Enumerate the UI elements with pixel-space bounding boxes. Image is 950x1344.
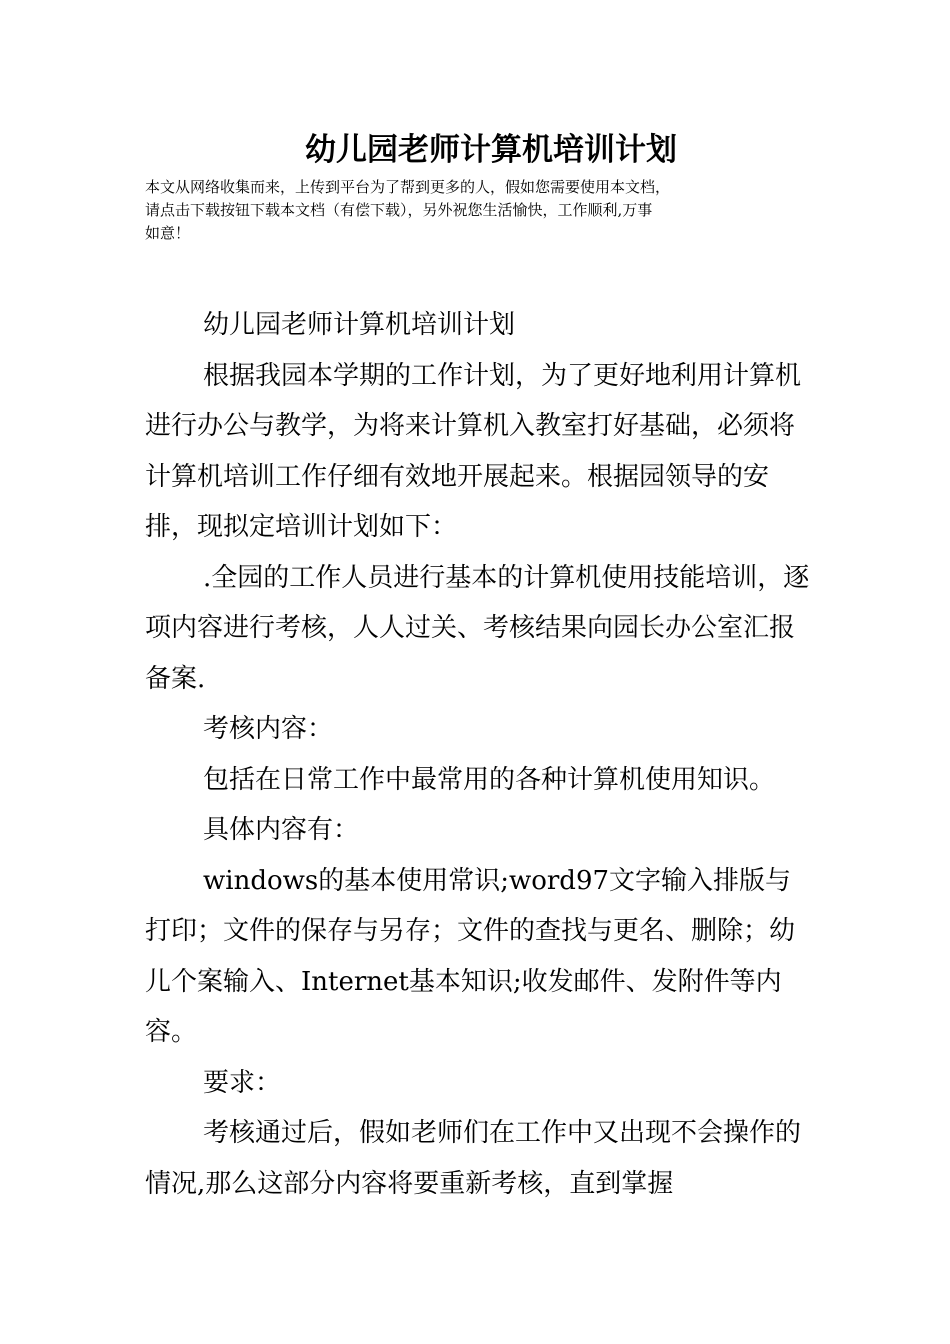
notice-line: 本文从网络收集而来，上传到平台为了帮到更多的人，假如您需要使用本文档， [145,178,671,196]
body-heading: 幼儿园老师计算机培训计划 [203,310,516,340]
document-body [145,300,810,1209]
body-paragraph: .全园的工作人员进行基本的计算机使用技能培训，逐项内容进行考核，人人过关、考核结果向园长办公室汇报备案. [145,562,810,694]
section-label: 要求： [203,1067,282,1098]
body-paragraph: 包括在日常工作中最常用的各种计算机使用知识。 [203,764,776,795]
body-paragraph: windows的基本使用常识;word97文字输入排版与打印；文件的保存与另存；文件的查找与更名、删除；幼儿个案输入、Internet基本知识;收发邮件、发附件等内容。 [145,865,796,1047]
body-paragraph: 根据我园本学期的工作计划，为了更好地利用计算机进行办公与教学，为将来计算机入教室打好基础，必须将计算机培训工作仔细有效地开展起来。根据园领导的安排，现拟定培训计划如下： [145,360,802,542]
section-label: 具体内容有： [203,815,360,845]
document-title: 幼儿园老师计算机培训计划 [305,132,677,168]
notice-line: 请点击下载按钮下载本文档（有偿下载），另外祝您生活愉快，工作顺利,万事 [145,201,653,219]
section-label: 考核内容： [203,714,334,744]
notice-line: 如意！ [145,224,191,242]
download-notice [145,176,825,245]
body-paragraph: 考核通过后，假如老师们在工作中又出现不会操作的情况,那么这部分内容将要重新考核，直到掌握 [145,1118,802,1199]
